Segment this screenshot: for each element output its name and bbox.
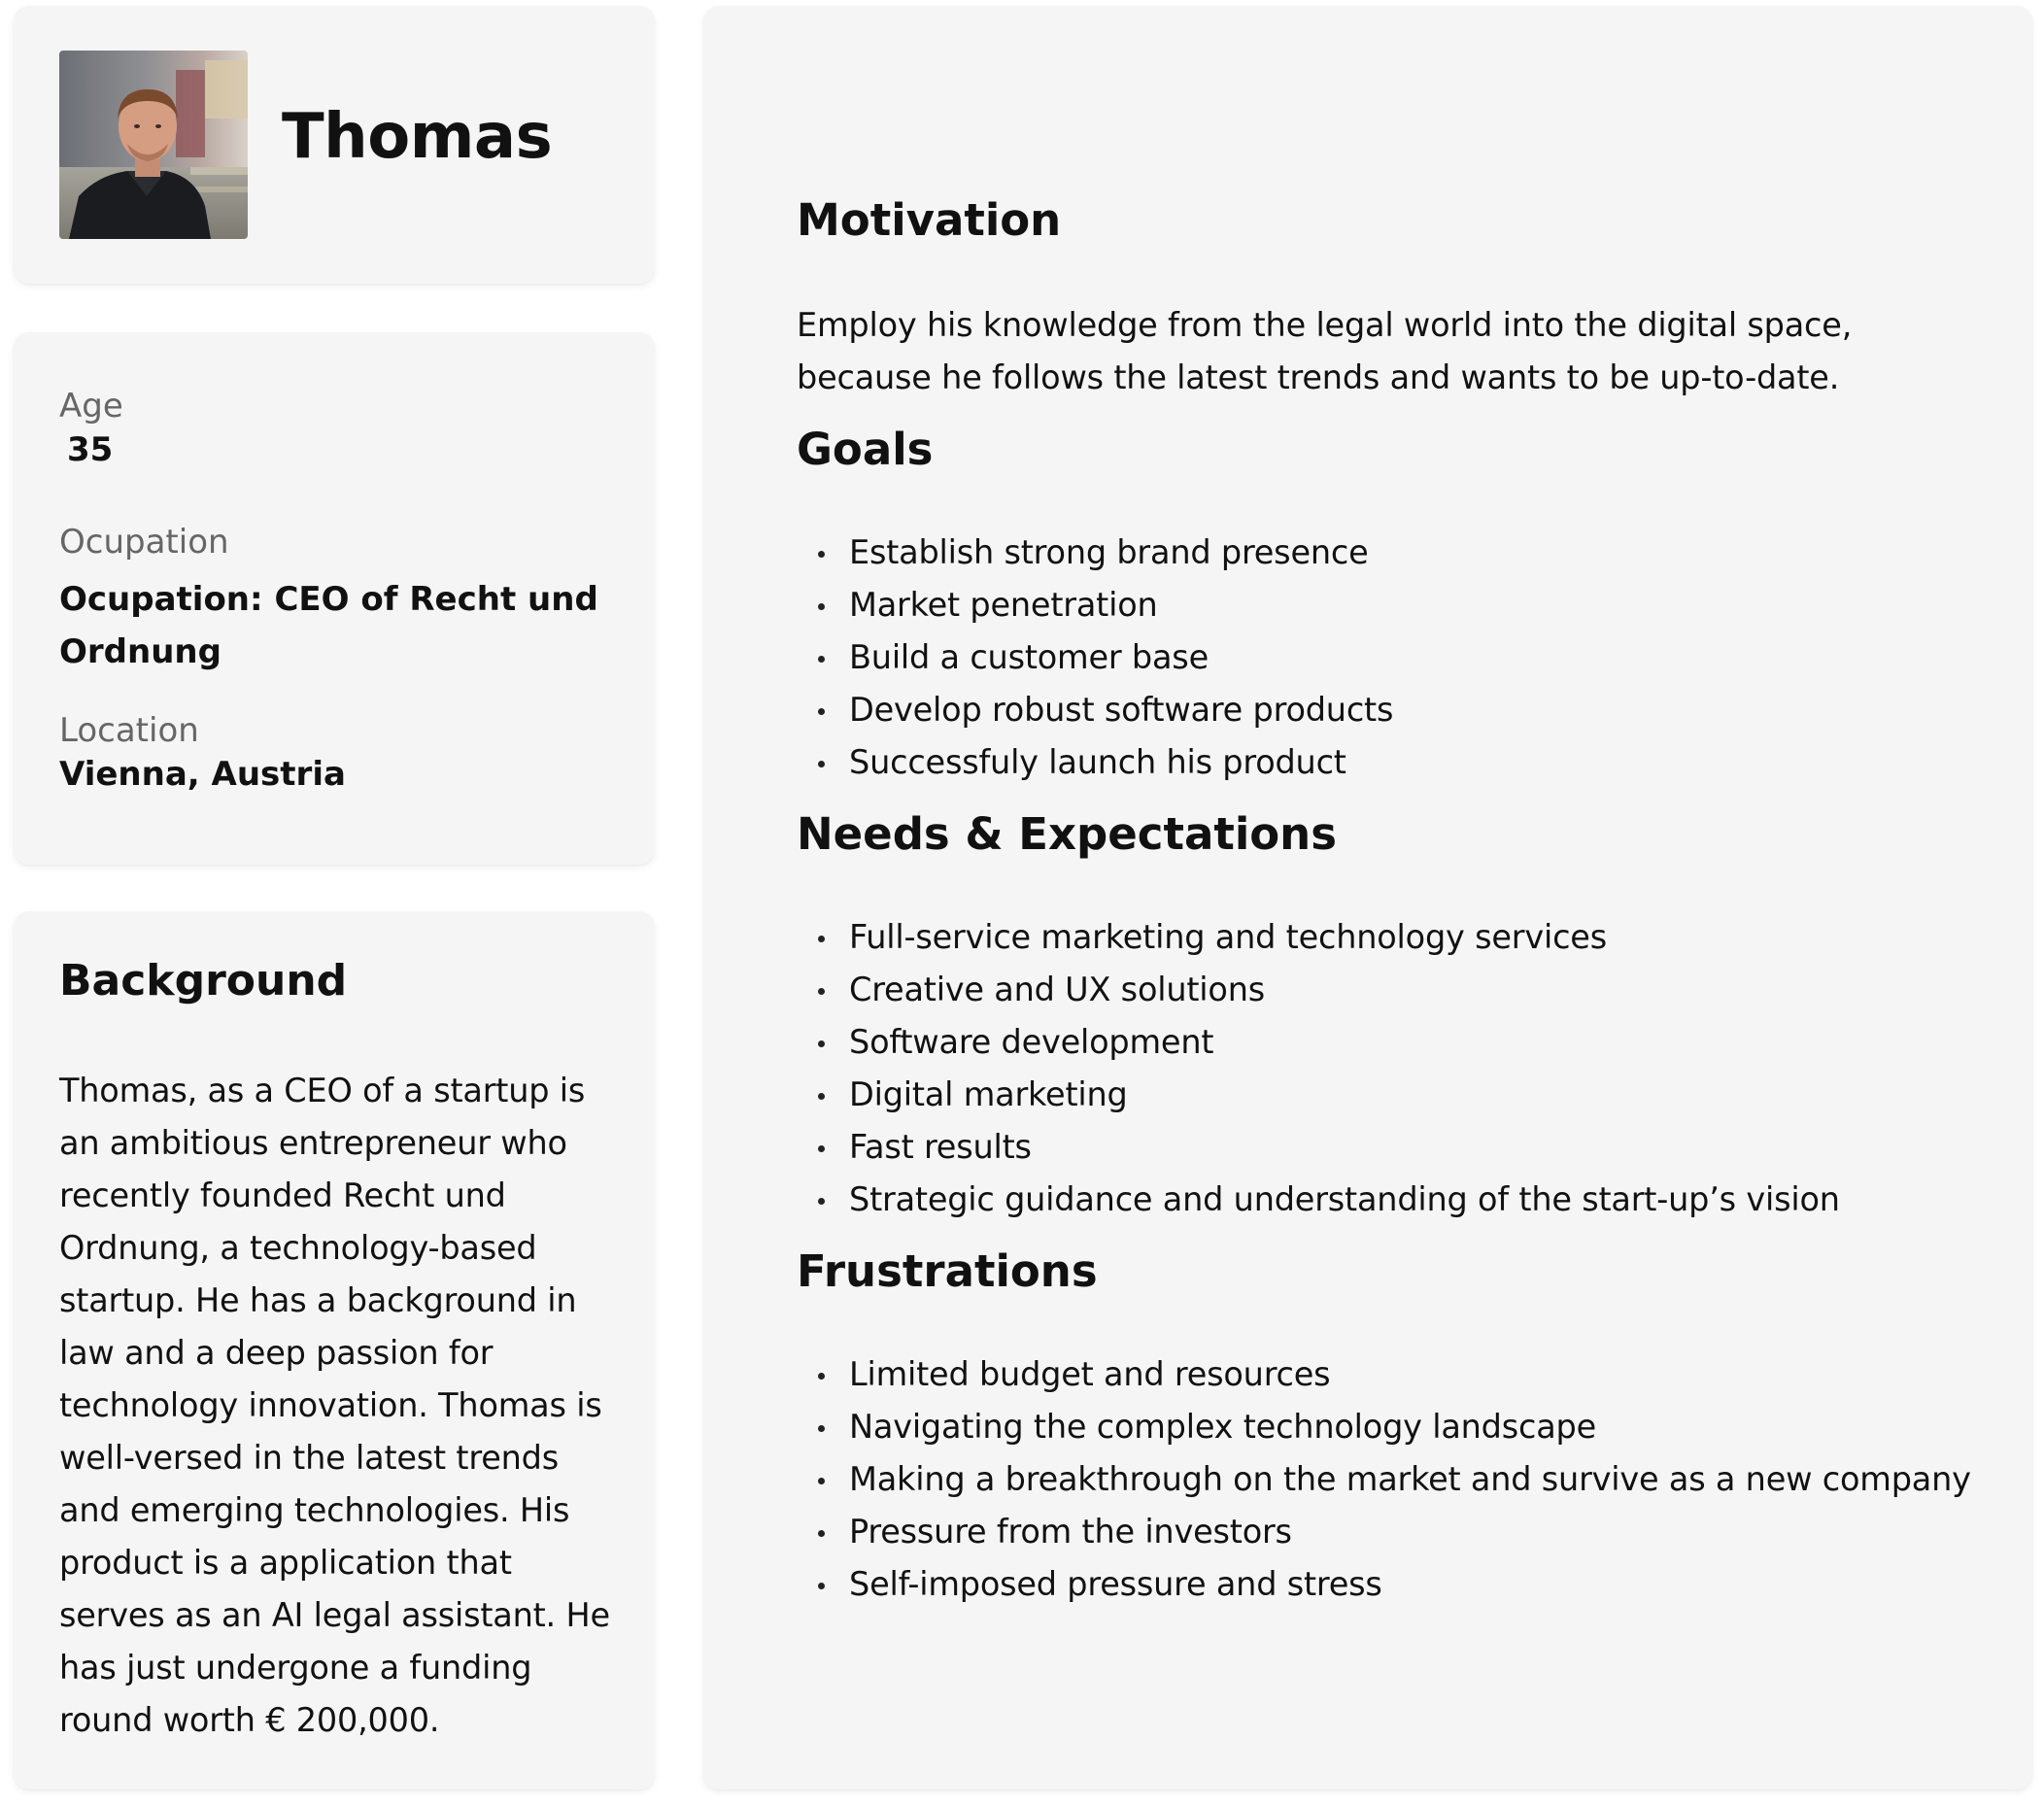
- motivation-text: Employ his knowledge from the legal world into the digital space, because he follows the latest trends and wants to be up-to-date.: [797, 306, 1853, 396]
- avatar: [59, 51, 248, 239]
- list-item: Market penetration: [797, 579, 2011, 631]
- list-item: Navigating the complex technology landscape: [797, 1401, 2011, 1453]
- profile-card: [14, 6, 655, 284]
- location-label: Location: [59, 711, 199, 750]
- main-card: [703, 6, 2032, 1790]
- age-value: 35: [67, 430, 114, 469]
- list-item: Self-imposed pressure and stress: [797, 1558, 2011, 1611]
- list-item: Digital marketing: [797, 1069, 2011, 1121]
- person-photo-icon: [59, 51, 248, 239]
- list-item: Fast results: [797, 1121, 2011, 1174]
- occupation-value: Ocupation: CEO of Recht und Ordnung: [59, 580, 598, 671]
- occupation-label: Ocupation: [59, 523, 229, 562]
- list-item: Successfuly launch his product: [797, 736, 2011, 789]
- background-title: Background: [59, 956, 348, 1006]
- age-label: Age: [59, 387, 123, 426]
- frustrations-list: [797, 1348, 2011, 1611]
- needs-list: [797, 911, 2011, 1226]
- person-name: Thomas: [282, 101, 553, 173]
- list-item: Develop robust software products: [797, 684, 2011, 736]
- needs-title: Needs & Expectations: [797, 808, 1337, 860]
- background-card: [14, 911, 655, 1790]
- motivation-title: Motivation: [797, 194, 1062, 246]
- list-item: Full-service marketing and technology services: [797, 911, 2011, 964]
- goals-list: [797, 527, 2011, 789]
- goals-title: Goals: [797, 424, 934, 475]
- list-item: Establish strong brand presence: [797, 527, 2011, 579]
- list-item: Creative and UX solutions: [797, 964, 2011, 1016]
- location-value: Vienna, Austria: [59, 755, 346, 794]
- frustrations-title: Frustrations: [797, 1245, 1098, 1297]
- list-item: Making a breakthrough on the market and survive as a new company: [797, 1453, 2011, 1506]
- list-item: Build a customer base: [797, 631, 2011, 684]
- details-card: [14, 332, 655, 865]
- list-item: Strategic guidance and understanding of the start-up’s vision: [797, 1174, 2011, 1226]
- list-item: Software development: [797, 1016, 2011, 1069]
- background-text: Thomas, as a CEO of a startup is an ambitious entrepreneur who recently founded Recht und Ordnung, a technology-based startup. He has a background in law and a deep passion for technology innovation. Thomas is well-versed in the latest trends and emerging technologies. His product is a application that serves as an AI legal assistant. He has just undergone a funding round worth € 200,000.: [59, 1072, 610, 1739]
- list-item: Pressure from the investors: [797, 1506, 2011, 1558]
- list-item: Limited budget and resources: [797, 1348, 2011, 1401]
